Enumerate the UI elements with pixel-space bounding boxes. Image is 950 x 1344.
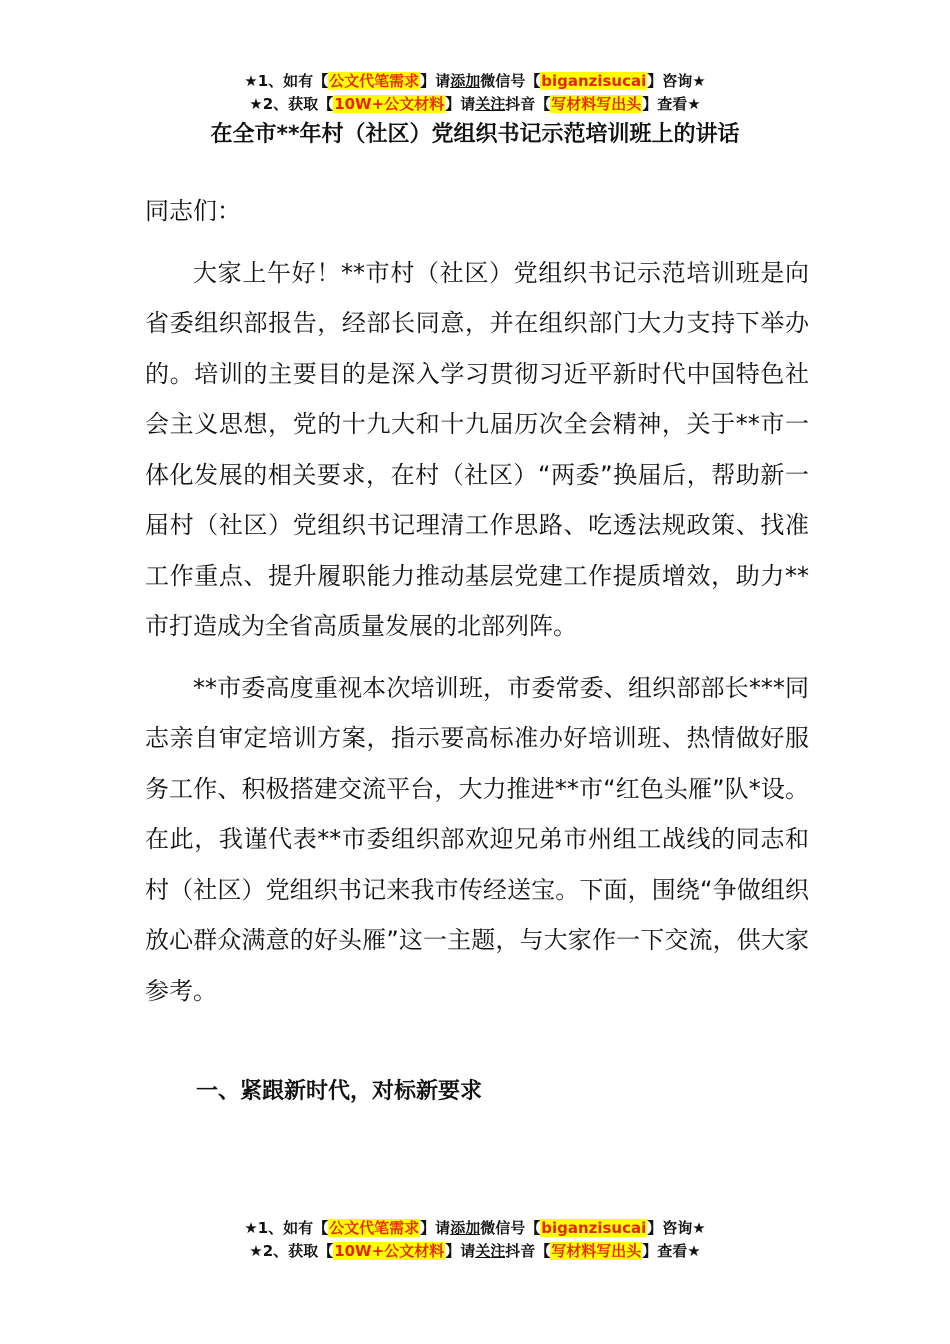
- promo-underline: 关注: [475, 1242, 506, 1260]
- header-promo-banner: [0, 70, 950, 116]
- body-paragraph-2: **市委高度重视本次培训班，市委常委、组织部部长***同志亲自审定培训方案，指示要高标准办好培训班、热情做好服务工作、积极搭建交流平台，大力推进**市“红色头雁”队*设。在此，我谨代表**市委组织部欢迎兄弟市州组工战线的同志和村（社区）党组织书记来我市传经送宝。下面，围绕“争做组织放心群众满意的好头雁”这一主题，与大家作一下交流，供大家参考。: [145, 673, 809, 1005]
- promo-highlight: 公文代笔需求: [329, 1219, 420, 1237]
- promo-line-1: ★1、如有【公文代笔需求】请添加微信号【biganzisucai】咨询★: [244, 72, 706, 90]
- promo-underline: 添加: [450, 72, 481, 90]
- promo-line-2: ★2、获取【10W+公文材料】请关注抖音【写材料写出头】查看★: [249, 1242, 701, 1260]
- document-body: [145, 186, 809, 1027]
- section-heading: 一、紧跟新时代，对标新要求: [196, 1079, 483, 1104]
- promo-highlight: 公文代笔需求: [329, 72, 420, 90]
- promo-douyin-id: 写材料写出头: [551, 95, 642, 113]
- promo-highlight: 10W+公文材料: [334, 95, 445, 113]
- promo-underline: 添加: [450, 1219, 481, 1237]
- footer-promo-banner: [0, 1217, 950, 1263]
- promo-line-2: ★2、获取【10W+公文材料】请关注抖音【写材料写出头】查看★: [249, 95, 701, 113]
- document-title: 在全市**年村（社区）党组织书记示范培训班上的讲话: [210, 122, 740, 147]
- promo-line-1: ★1、如有【公文代笔需求】请添加微信号【biganzisucai】咨询★: [244, 1219, 706, 1237]
- promo-highlight: 10W+公文材料: [334, 1242, 445, 1260]
- body-paragraph-1: 大家上午好！**市村（社区）党组织书记示范培训班是向省委组织部报告，经部长同意，并在组织部门大力支持下举办的。培训的主要目的是深入学习贯彻习近平新时代中国特色社会主义思想，党的十九大和十九届历次全会精神，关于**市一体化发展的相关要求，在村（社区）“两委”换届后，帮助新一届村（社区）党组织书记理清工作思路、吃透法规政策、找准工作重点、提升履职能力推动基层党建工作提质增效，助力**市打造成为全省高质量发展的北部列阵。: [145, 258, 809, 640]
- promo-wechat-id: biganzisucai: [541, 72, 647, 90]
- salutation: 同志们：: [145, 197, 241, 225]
- promo-wechat-id: biganzisucai: [541, 1219, 647, 1237]
- promo-underline: 关注: [475, 95, 506, 113]
- promo-douyin-id: 写材料写出头: [551, 1242, 642, 1260]
